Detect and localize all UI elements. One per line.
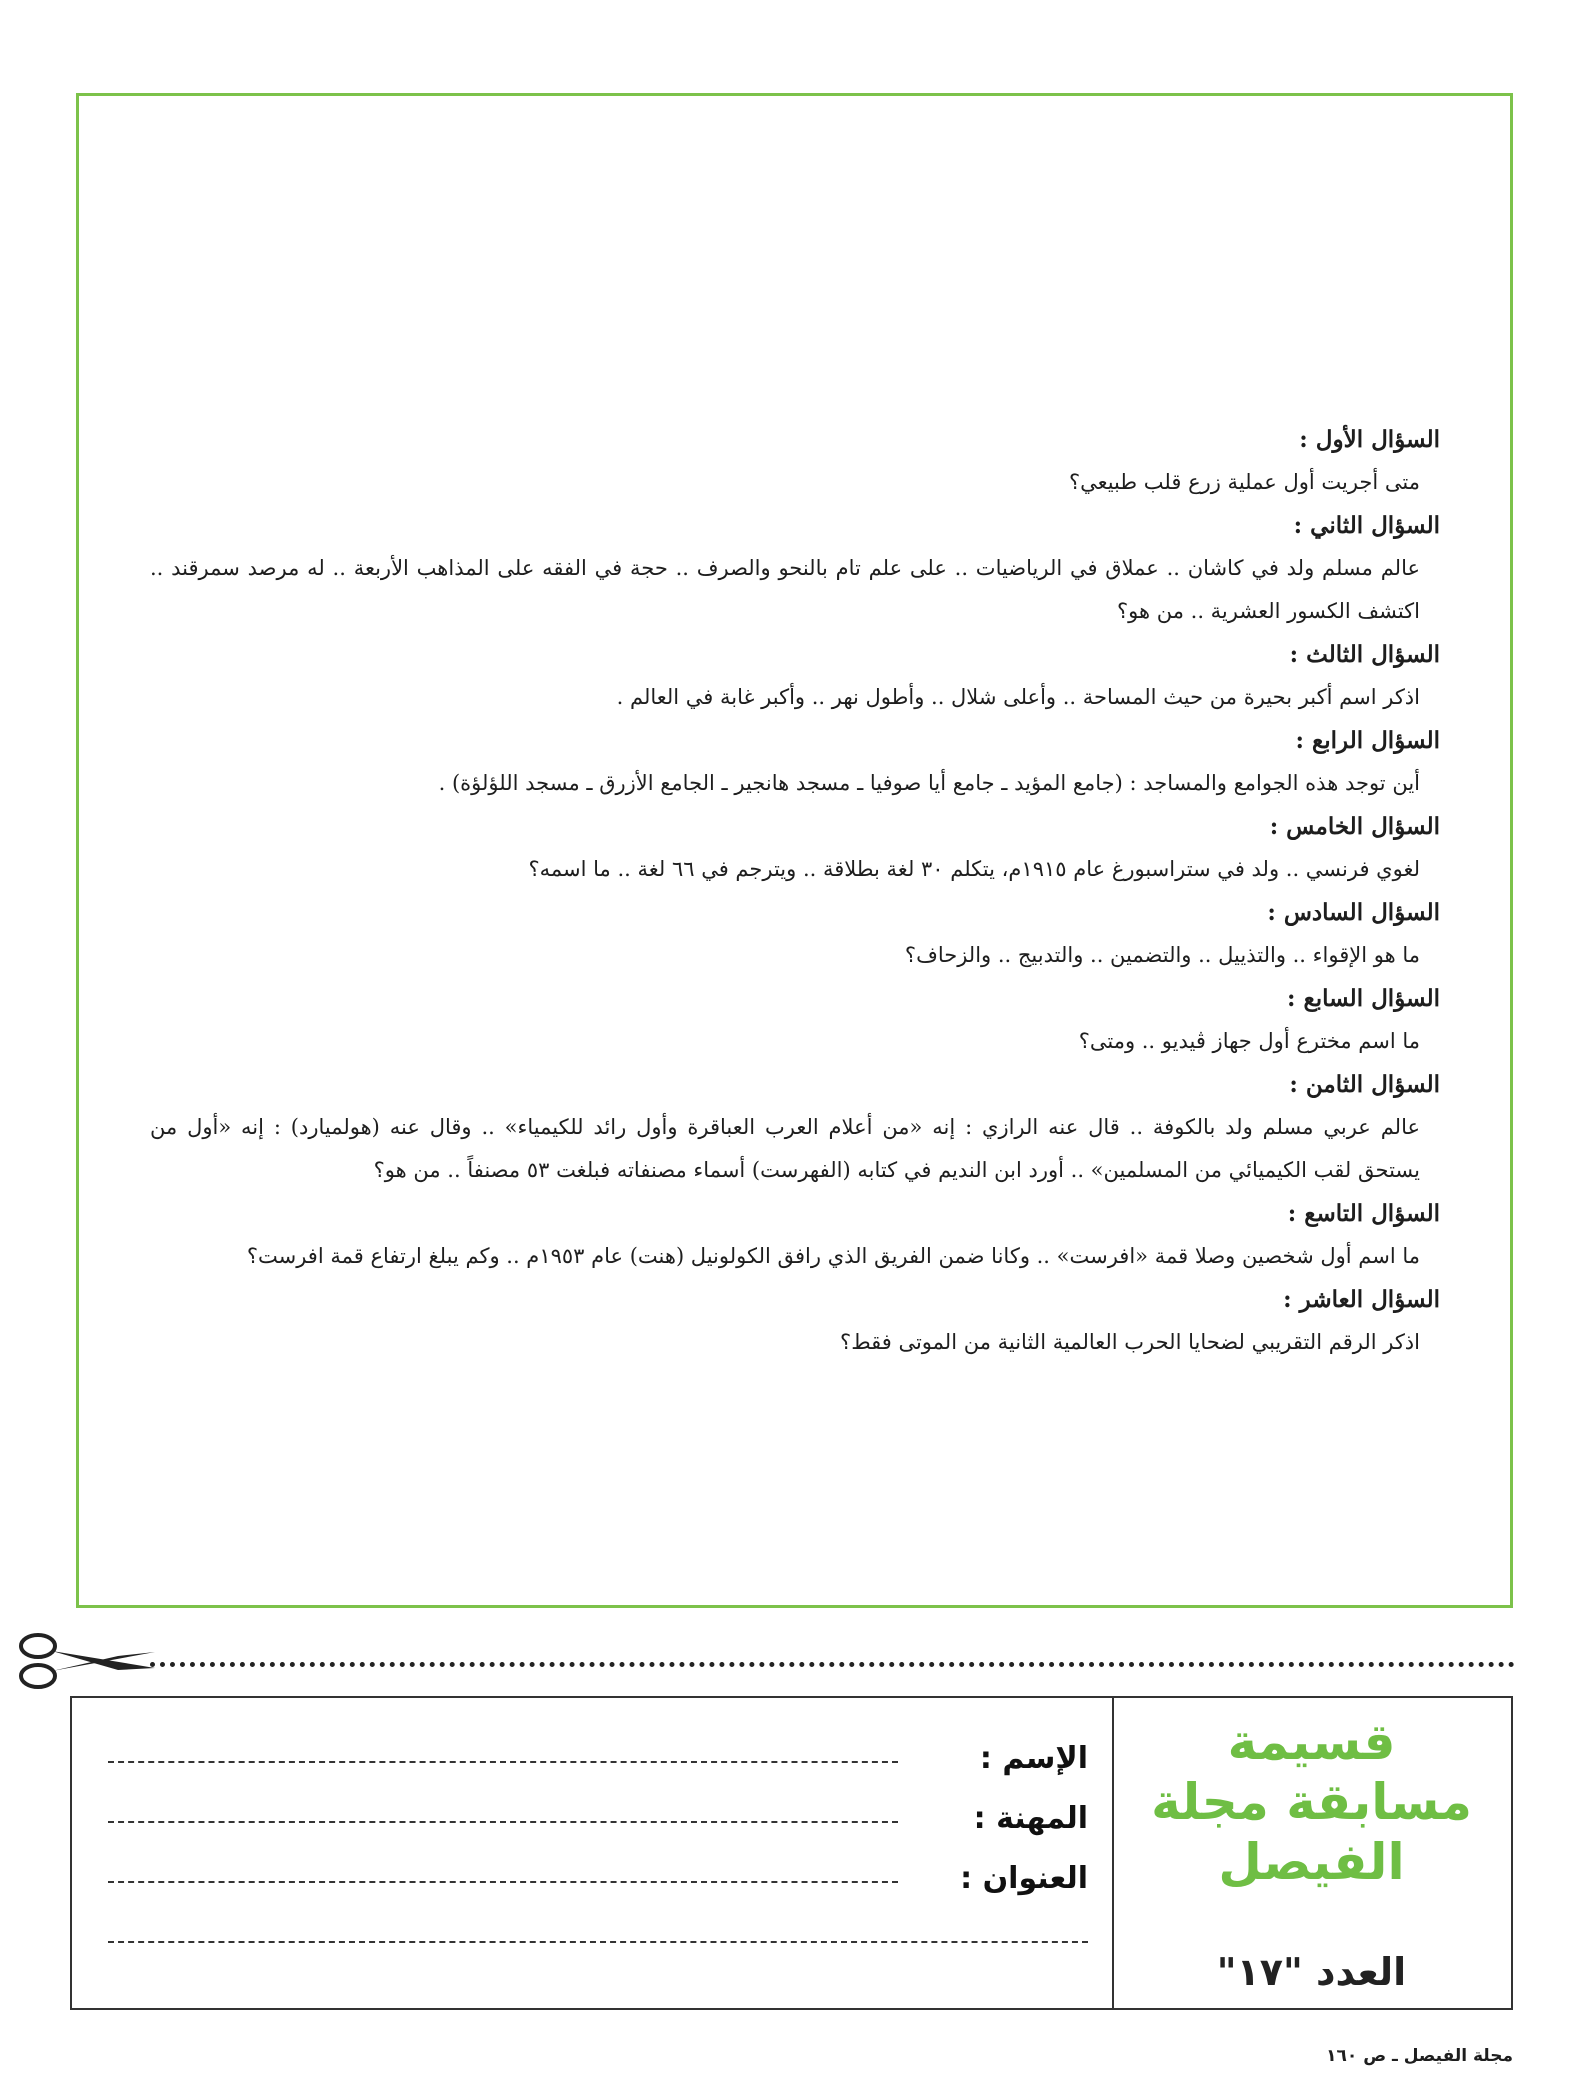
question-7-heading: السؤال السابع :	[1287, 985, 1440, 1012]
question-4-text: أين توجد هذه الجوامع والمساجد : (جامع المؤيد ـ جامع أيا صوفيا ـ مسجد هانجير ـ الجامع الأزرق ـ مسجد اللؤلؤة) .	[438, 771, 1420, 795]
address-extra-field[interactable]	[108, 1941, 1088, 1943]
name-field[interactable]	[108, 1761, 898, 1763]
address-field[interactable]	[108, 1881, 898, 1883]
issue-number: العدد "١٧"	[1216, 1950, 1407, 1994]
question-9-heading: السؤال التاسع :	[1287, 1200, 1440, 1227]
question-8-text-line-1: عالم عربي مسلم ولد بالكوفة .. قال عنه الرازي : إنه «من أعلام العرب العباقرة وأول رائد للكيمياء» .. وقال عنه (هولميارد) : إنه «أول من	[150, 1115, 1420, 1139]
question-2-text-line-2: اكتشف الكسور العشرية .. من هو؟	[1116, 599, 1420, 623]
question-2-text-line-1: عالم مسلم ولد في كاشان .. عملاق في الرياضيات .. على علم تام بالنحو والصرف .. حجة في الفقه على المذاهب الأربعة .. له مرصد سمرقند ..	[150, 556, 1420, 580]
question-4-heading: السؤال الرابع :	[1295, 727, 1440, 754]
coupon-fields	[108, 1728, 1088, 1968]
address-row	[108, 1848, 1088, 1908]
entry-coupon	[70, 1696, 1513, 2010]
profession-label: المهنة :	[973, 1800, 1088, 1836]
name-label: الإسم :	[979, 1740, 1088, 1776]
question-10-heading: السؤال العاشر :	[1283, 1286, 1440, 1313]
question-9-text: ما اسم أول شخصين وصلا قمة «افرست» .. وكانا ضمن الفريق الذي رافق الكولونيل (هنت) عام ١٩٥٣م .. وكم يبلغ ارتفاع قمة افرست؟	[246, 1244, 1420, 1268]
question-6-text: ما هو الإقواء .. والتذييل .. والتضمين .. والتدبيج .. والزحاف؟	[904, 943, 1420, 967]
question-2-heading: السؤال الثاني :	[1293, 512, 1440, 539]
name-row	[108, 1728, 1088, 1788]
question-3-heading: السؤال الثالث :	[1289, 641, 1440, 668]
question-3-text: اذكر اسم أكبر بحيرة من حيث المساحة .. وأعلى شلال .. وأطول نهر .. وأكبر غابة في العالم .	[616, 685, 1420, 709]
address-label: العنوان :	[960, 1860, 1088, 1896]
question-5-heading: السؤال الخامس :	[1269, 813, 1440, 840]
scissors-icon	[10, 1626, 160, 1696]
coupon-title	[1112, 1698, 1511, 2008]
question-6-heading: السؤال السادس :	[1267, 899, 1440, 926]
title-line-3: الفيصل	[1218, 1833, 1405, 1891]
question-1-heading: السؤال الأول :	[1299, 426, 1440, 453]
question-1-text: متى أجريت أول عملية زرع قلب طبيعي؟	[1068, 470, 1420, 494]
question-8-heading: السؤال الثامن :	[1289, 1071, 1440, 1098]
question-8-text-line-2: يستحق لقب الكيميائي من المسلمين» .. أورد ابن النديم في كتابه (الفهرست) أسماء مصنفاته فبلغت ٥٣ مصنفاً .. من هو؟	[373, 1158, 1420, 1182]
cut-line	[150, 1662, 1515, 1667]
questions-list	[150, 418, 1440, 1364]
title-line-1: قسيمة	[1227, 1713, 1396, 1771]
question-5-text: لغوي فرنسي .. ولد في ستراسبورغ عام ١٩١٥م، يتكلم ٣٠ لغة بطلاقة .. ويترجم في ٦٦ لغة .. ما اسمه؟	[528, 857, 1420, 881]
profession-field[interactable]	[108, 1821, 898, 1823]
question-7-text: ما اسم مخترع أول جهاز ڤيديو .. ومتى؟	[1078, 1029, 1420, 1053]
address-extra-row	[108, 1908, 1088, 1968]
title-line-2: مسابقة مجلة	[1151, 1773, 1472, 1831]
profession-row	[108, 1788, 1088, 1848]
page-footer: مجلة الفيصل ـ ص ١٦٠	[1326, 2046, 1513, 2066]
question-10-text: اذكر الرقم التقريبي لضحايا الحرب العالمية الثانية من الموتى فقط؟	[840, 1330, 1420, 1354]
